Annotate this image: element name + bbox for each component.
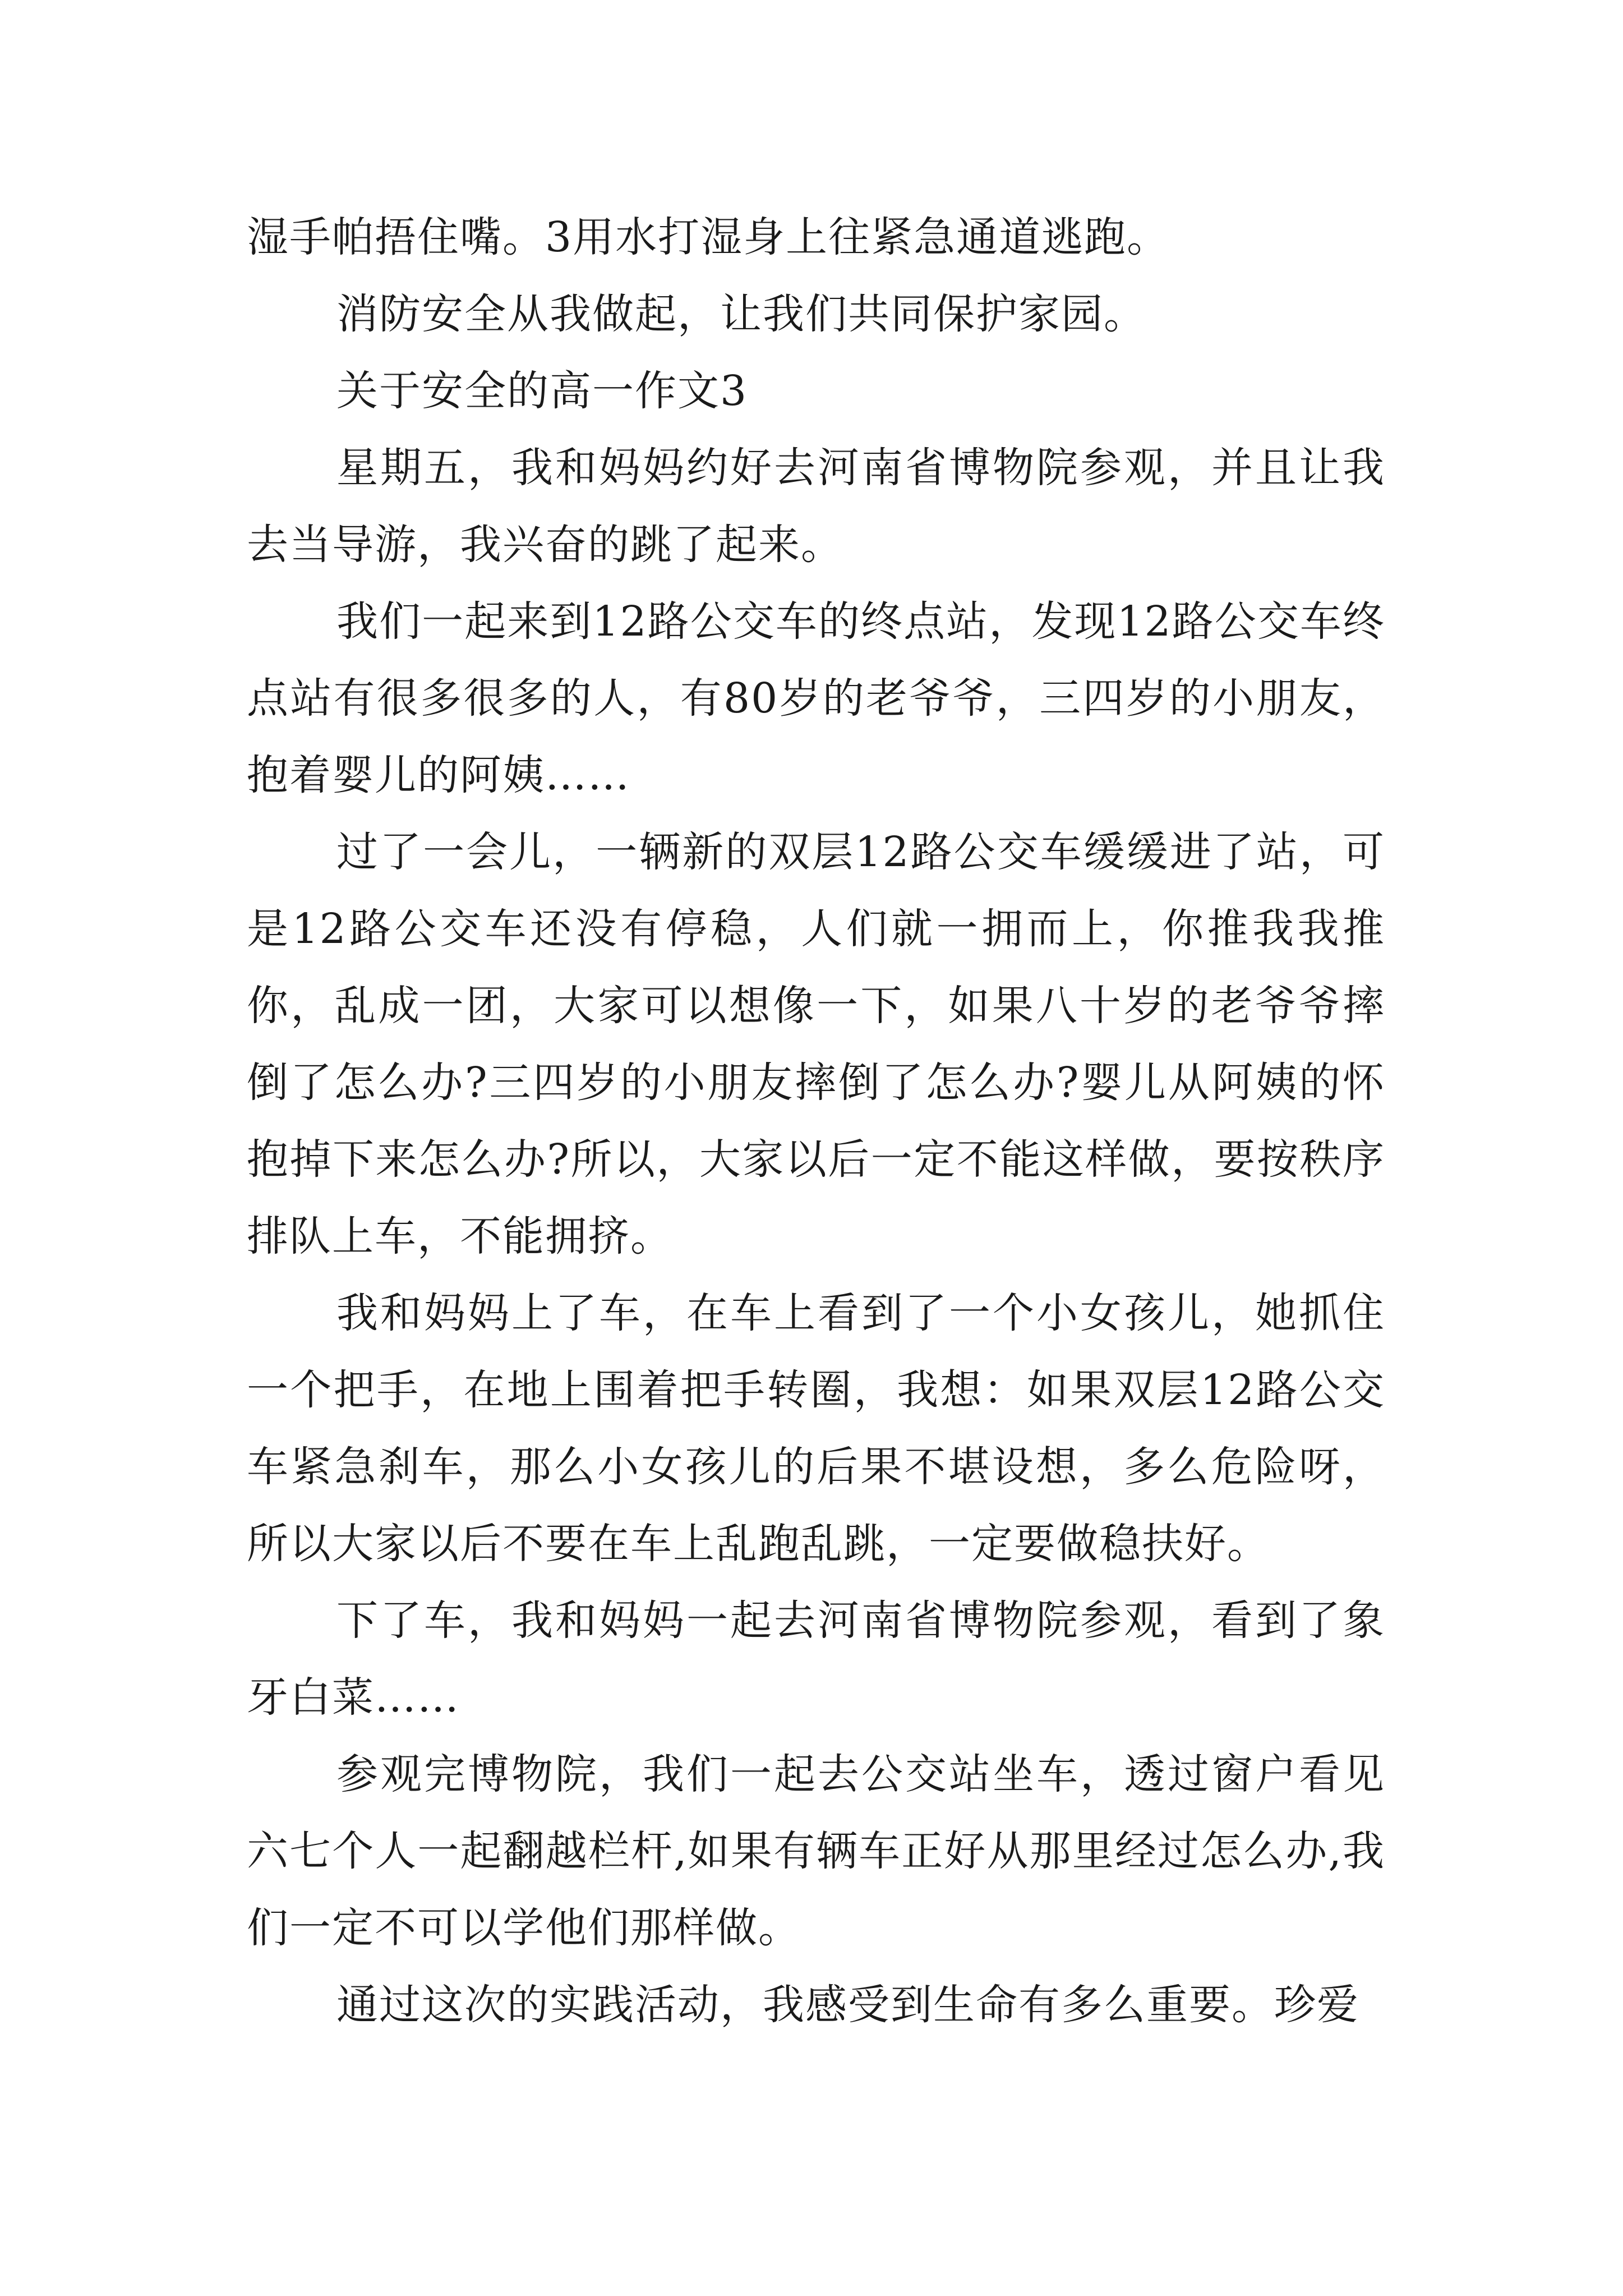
essay-body — [247, 199, 1385, 2044]
paragraph: 星期五，我和妈妈约好去河南省博物院参观，并且让我去当导游，我兴奋的跳了起来。 — [247, 444, 1385, 569]
paragraph: 我们一起来到12路公交车的终点站，发现12路公交车终点站有很多很多的人，有80岁的老爷爷，三四岁的小朋友，抱着婴儿的阿姨…… — [247, 597, 1385, 799]
paragraph: 下了车，我和妈妈一起去河南省博物院参观，看到了象牙白菜…… — [247, 1596, 1385, 1722]
paragraph: 我和妈妈上了车，在车上看到了一个小女孩儿，她抓住一个把手，在地上围着把手转圈，我想：如果双层12路公交车紧急刹车，那么小女孩儿的后果不堪设想，多么危险呀，所以大家以后不要在车上乱跑乱跳，一定要做稳扶好。 — [247, 1289, 1385, 1568]
essay-heading: 关于安全的高一作文3 — [336, 367, 748, 415]
paragraph: 参观完博物院，我们一起去公交站坐车，透过窗户看见六七个人一起翻越栏杆,如果有辆车正好从那里经过怎么办,我们一定不可以学他们那样做。 — [247, 1750, 1385, 1952]
paragraph: 消防安全从我做起，让我们共同保护家园。 — [336, 290, 1146, 338]
paragraph: 过了一会儿，一辆新的双层12路公交车缓缓进了站，可是12路公交车还没有停稳，人们就一拥而上，你推我我推你，乱成一团，大家可以想像一下，如果八十岁的老爷爷摔倒了怎么办?三四岁的小朋友摔倒了怎么办?婴儿从阿姨的怀抱掉下来怎么办?所以，大家以后一定不能这样做，要按秩序排队上车，不能拥挤。 — [247, 828, 1385, 1260]
paragraph-continuation: 湿手帕捂住嘴。3用水打湿身上往紧急通道逃跑。 — [247, 213, 1170, 261]
paragraph: 通过这次的实践活动，我感受到生命有多么重要。珍爱 — [336, 1981, 1359, 2029]
